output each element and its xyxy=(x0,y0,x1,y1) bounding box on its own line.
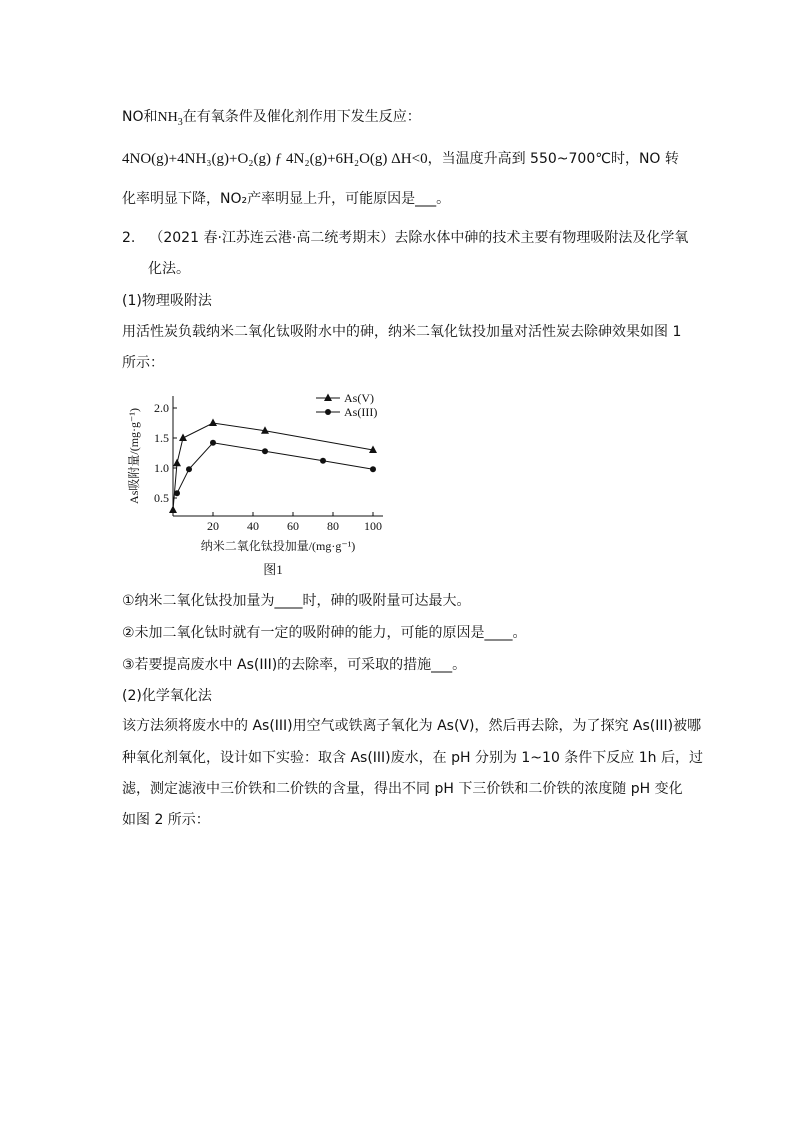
part1-desc-line2: 所示： xyxy=(122,355,164,371)
data-point-series-2 xyxy=(320,458,326,464)
x-tick-label: 20 xyxy=(207,519,219,533)
part2-line2: 种氧化剂氧化，设计如下实验：取含 As(III)废水，在 pH 分别为 1~10 条件下反应 1h 后，过 xyxy=(122,750,703,766)
legend-marker-2 xyxy=(325,409,331,415)
data-point-series-2 xyxy=(174,490,180,496)
equation-line xyxy=(122,149,679,169)
y-tick-label: 1.0 xyxy=(154,461,169,475)
question-number: 2. xyxy=(122,230,136,246)
reaction-equation: 4NO(g)+4NH₃(g)+O₂(g) ƒ 4N₂(g)+6H₂O(g) ΔH<0 xyxy=(122,151,428,167)
legend-label-2: As(III) xyxy=(344,405,378,419)
reaction-intro-line xyxy=(122,107,421,133)
data-point-series-2 xyxy=(210,440,216,446)
data-point-series-2 xyxy=(262,448,268,454)
y-tick-label: 2.0 xyxy=(154,401,169,415)
intro-suffix: 在有氧条件及催化剂作用下发生反应： xyxy=(182,109,421,125)
subquestion-1: ①纳米二氧化钛投加量为____时，砷的吸附量可达最大。 xyxy=(122,593,471,609)
question-2-text: （2021 春·江苏连云港·高二统考期末）去除水体中砷的技术主要有物理吸附法及化学氧 xyxy=(149,230,689,246)
data-point-series-2 xyxy=(186,466,192,472)
subquestion-3: ③若要提高废水中 As(III)的去除率，可采取的措施___。 xyxy=(122,657,467,673)
figure-caption: 图1 xyxy=(263,562,283,577)
intro-prefix: NO和 xyxy=(122,109,158,125)
x-tick-label: 40 xyxy=(247,519,259,533)
series-line-1 xyxy=(173,423,373,510)
part2-line3: 滤，测定滤液中三价铁和二价铁的含量，得出不同 pH 下三价铁和二价铁的浓度随 pH 变化 xyxy=(122,781,683,797)
nh3-formula: $NH_3$ xyxy=(157,110,183,128)
y-axis-label: As吸附量/(mg·g⁻¹) xyxy=(127,408,141,504)
y-tick-label: 1.5 xyxy=(154,431,169,445)
part2-line1: 该方法须将废水中的 As(III)用空气或铁离子氧化为 As(V)，然后再去除，为了探究 As(III)被哪 xyxy=(122,718,702,734)
data-point-series-2 xyxy=(370,466,376,472)
y-tick-label: 0.5 xyxy=(154,491,169,505)
part2-heading: (2)化学氧化法 xyxy=(122,688,212,704)
x-axis-label: 纳米二氧化钛投加量/(mg·g⁻¹) xyxy=(200,539,356,553)
data-point-series-1 xyxy=(179,434,187,442)
equation-suffix: ，当温度升高到 550~700℃时，NO 转 xyxy=(427,151,679,167)
question-2-line1 xyxy=(122,228,688,248)
question-2-line2: 化法。 xyxy=(148,261,190,277)
x-tick-label: 60 xyxy=(287,519,299,533)
legend-marker-1 xyxy=(324,394,332,402)
legend-label-1: As(V) xyxy=(344,391,374,405)
subquestion-2: ②未加二氧化钛时就有一定的吸附砷的能力，可能的原因是____。 xyxy=(122,625,527,641)
figure-1-chart xyxy=(118,386,418,586)
part2-line4: 如图 2 所示： xyxy=(122,812,210,828)
x-tick-label: 80 xyxy=(327,519,339,533)
part1-desc-line1: 用活性炭负载纳米二氧化钛吸附水中的砷，纳米二氧化钛投加量对活性炭去除砷效果如图 1 xyxy=(122,324,682,340)
part1-heading: (1)物理吸附法 xyxy=(122,293,212,309)
conversion-question: 化率明显下降，NO₂产率明显上升，可能原因是___。 xyxy=(122,191,451,207)
series-line-2 xyxy=(177,443,373,493)
data-point-series-1 xyxy=(209,419,217,427)
data-point-series-1 xyxy=(169,506,177,514)
x-tick-label: 100 xyxy=(364,519,382,533)
data-point-series-1 xyxy=(173,459,181,467)
